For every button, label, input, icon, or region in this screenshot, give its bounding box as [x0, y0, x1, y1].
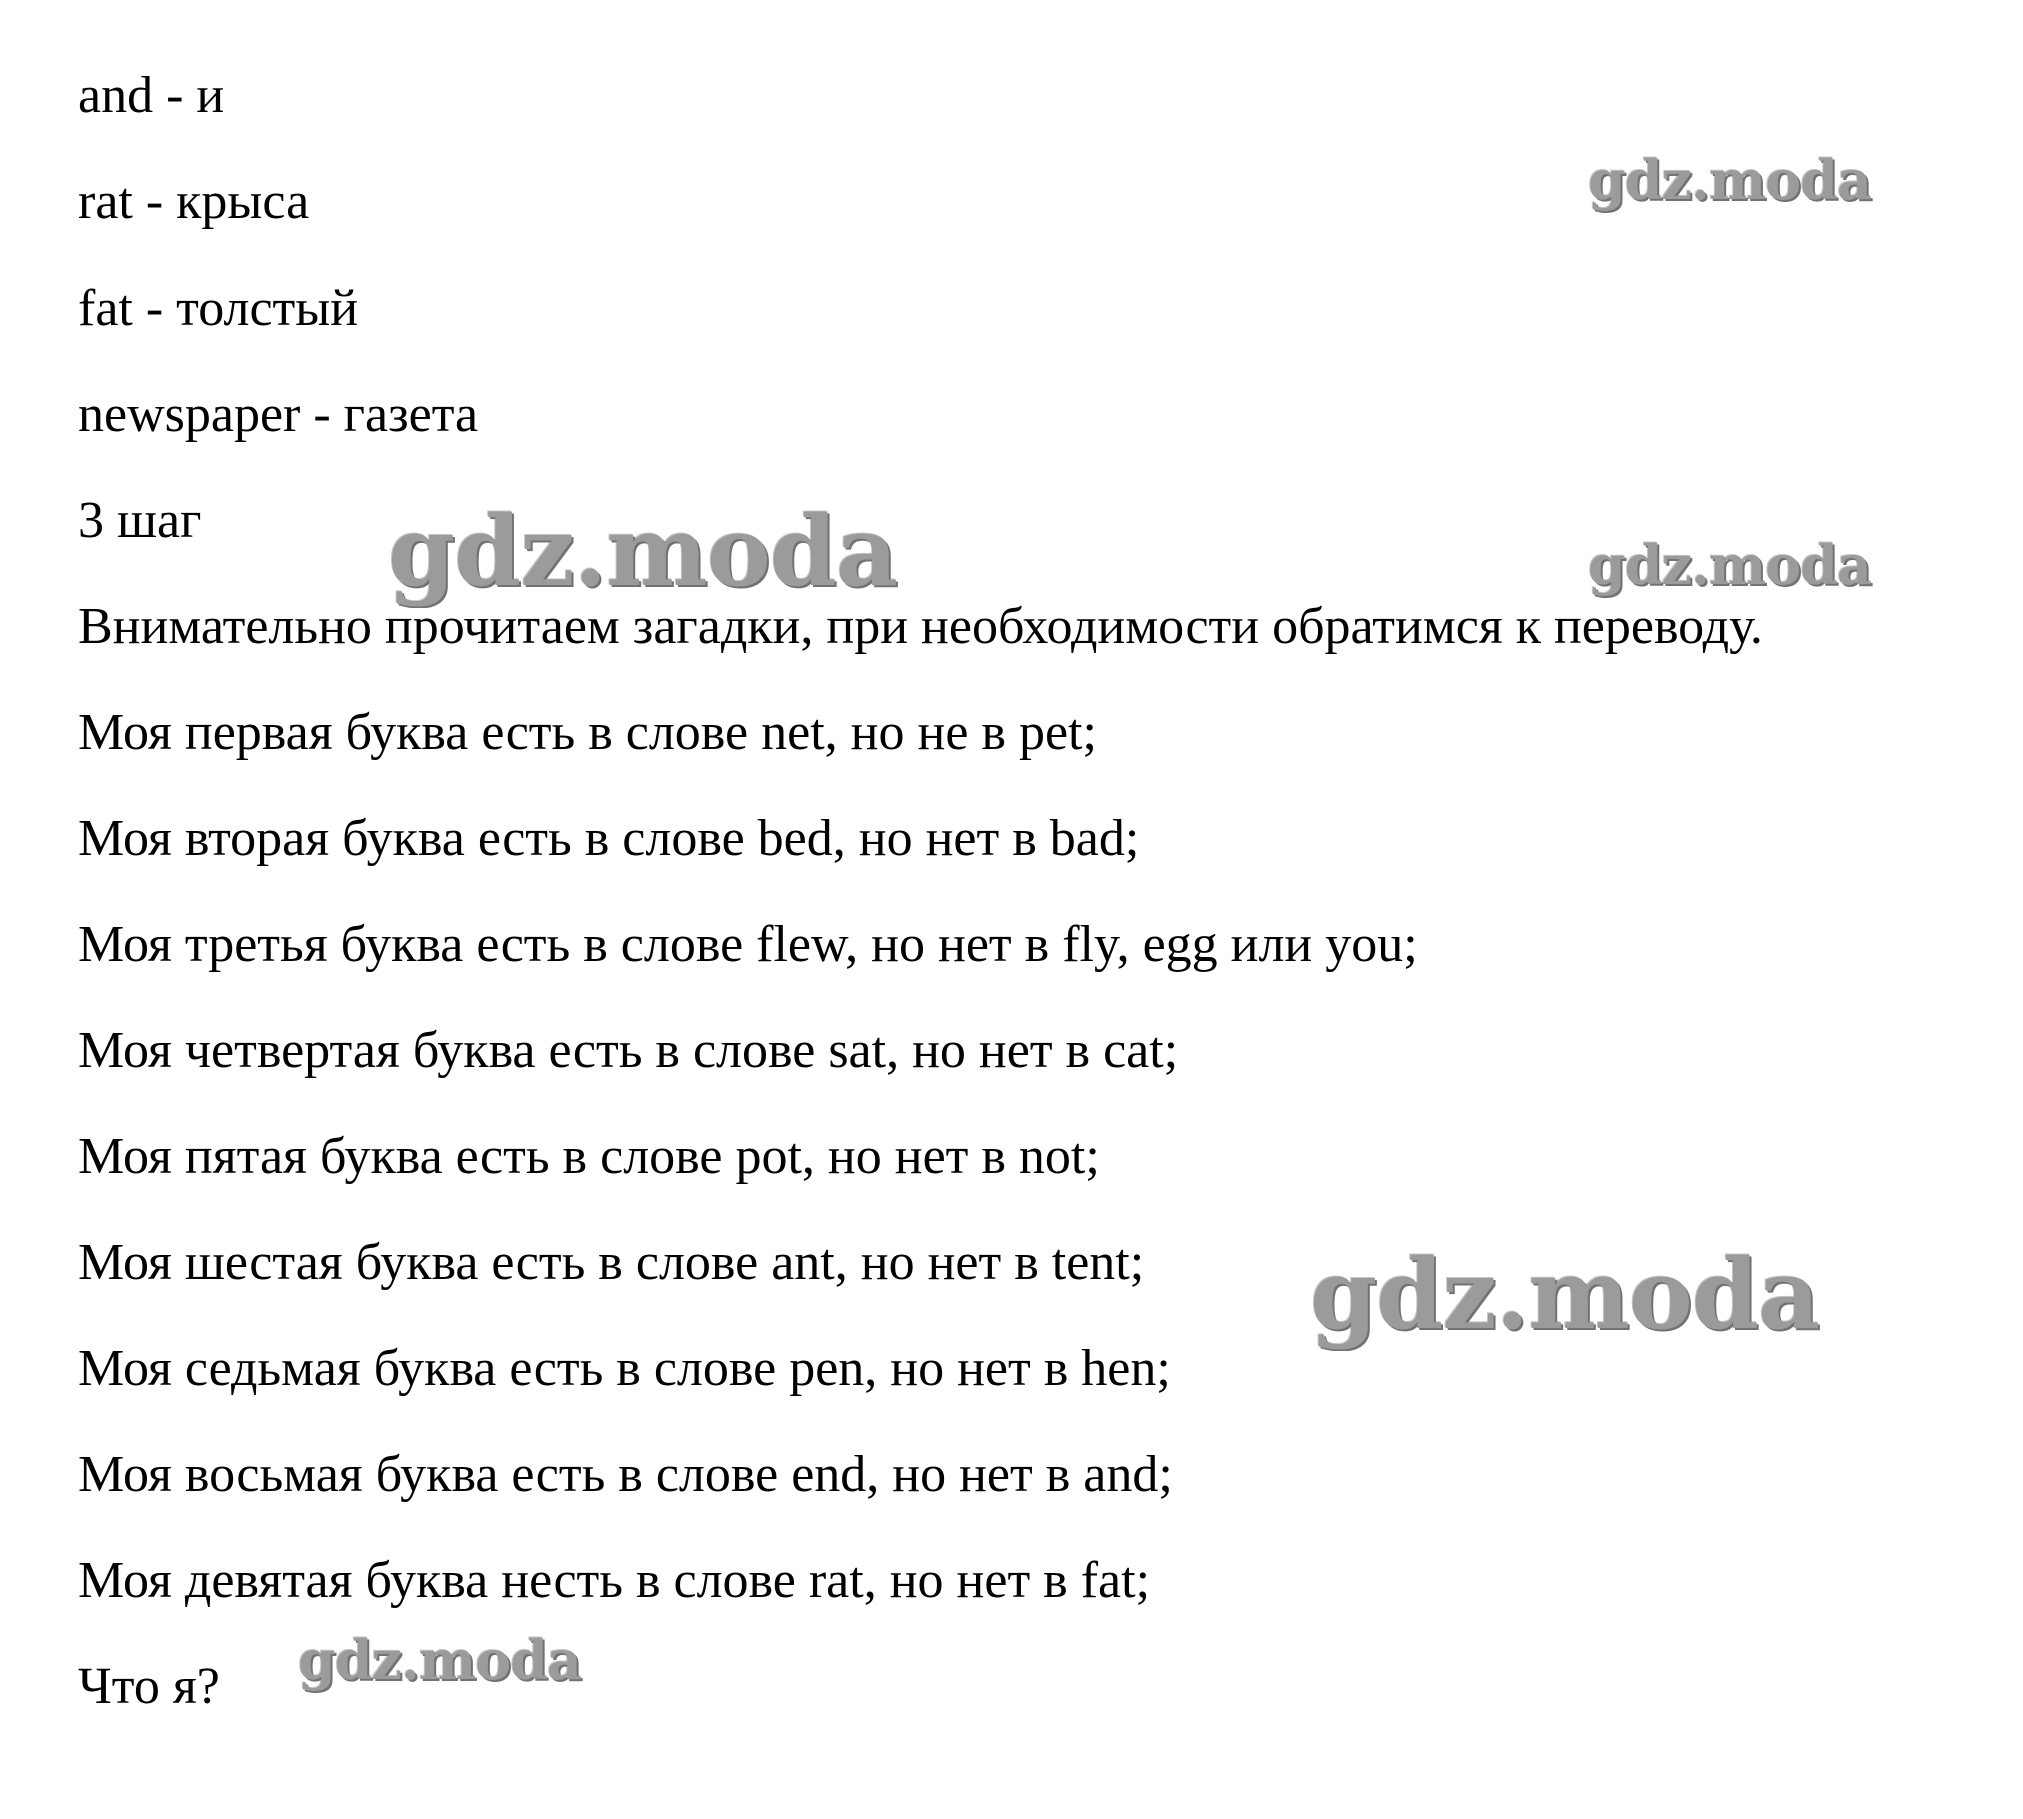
text-line: Что я?	[78, 1658, 220, 1715]
watermark-logo: gdz.moda	[388, 495, 898, 608]
text-line: Моя пятая буква есть в слове pot, но нет в not;	[78, 1128, 1100, 1185]
text-line: Моя девятая буква несть в слове rat, но нет в fat;	[78, 1552, 1151, 1609]
text-line: Моя четвертая буква есть в слове sat, но нет в cat;	[78, 1022, 1179, 1079]
watermark-logo: gdz.moda	[1588, 533, 1871, 597]
text-line: Моя седьмая буква есть в слове pen, но нет в hen;	[78, 1340, 1171, 1397]
text-line: and - и	[78, 67, 225, 124]
text-line: 3 шаг	[78, 492, 202, 549]
text-line: Моя первая буква есть в слове net, но не в pet;	[78, 704, 1097, 761]
text-line: Моя шестая буква есть в слове ant, но нет в tent;	[78, 1234, 1145, 1291]
text-line: Моя вторая буква есть в слове bed, но нет в bad;	[78, 810, 1140, 867]
watermark-logo: gdz.moda	[1310, 1238, 1820, 1351]
watermark-logo: gdz.moda	[1588, 148, 1871, 212]
text-line: Внимательно прочитаем загадки, при необходимости обратимся к переводу.	[78, 598, 1763, 655]
watermark-logo: gdz.moda	[298, 1628, 581, 1692]
text-line: rat - крыса	[78, 173, 310, 230]
text-line: Моя третья буква есть в слове flew, но нет в fly, egg или you;	[78, 916, 1418, 973]
text-line: fat - толстый	[78, 280, 359, 337]
text-line: Моя восьмая буква есть в слове end, но нет в and;	[78, 1446, 1173, 1503]
text-line: newspaper - газета	[78, 386, 479, 443]
